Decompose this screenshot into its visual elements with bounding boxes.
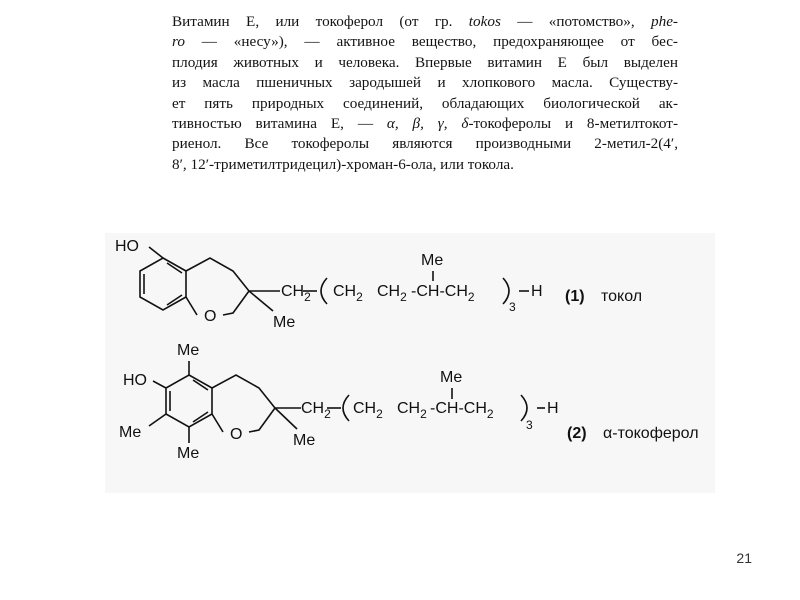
tocopherol-ring-oxygen: O <box>230 426 243 443</box>
tocopherol-repeat-count: 3 <box>526 418 533 432</box>
text-line-6: тивностью витамина Е, — α, β, γ, δ-токоферолы и 8-метилтокот- <box>172 115 678 133</box>
tocopherol-chain-me: Me <box>440 369 463 386</box>
tocol-ring-me: Me <box>273 314 296 331</box>
tocopherol-terminal-h: H <box>547 400 559 417</box>
tocopherol-me-top: Me <box>177 342 200 359</box>
tocol-ring-oxygen: O <box>204 308 217 325</box>
text-line-7: риенол. Все токоферолы являются производными 2-метил-2(4′, <box>172 135 678 153</box>
structures-figure <box>105 233 715 493</box>
tocol-terminal-h: H <box>531 283 543 300</box>
text-line-3: плодия животных и человека. Впервые витамин Е был выделен <box>172 53 678 71</box>
tocol-ho-label: HO <box>115 238 139 255</box>
structures-svg <box>105 233 715 493</box>
tocopherol-number: (2) <box>567 425 587 442</box>
tocopherol-me-bottom: Me <box>177 445 200 462</box>
tocol-chain-ch-ch2: $-CH-CH_2$ <box>411 283 475 304</box>
tocopherol-chain-ch2-b: $CH_2$ <box>397 400 427 421</box>
tocol-skeleton <box>140 247 529 315</box>
tocol-ch2-label: $CH_2$ <box>281 283 311 304</box>
text-line-2: ro — «несу»), — активное вещество, предохраняющее от бес- <box>172 33 678 51</box>
tocopherol-ring-me: Me <box>293 432 316 449</box>
text-line-8: 8′, 12′-триметилтридецил)-хроман-6-ола, или токола. <box>172 155 514 173</box>
tocopherol-name: α-токоферол <box>603 425 699 442</box>
text-line-5: ет пять природных соединений, обладающих биологической ак- <box>172 94 678 112</box>
text-line-1: Витамин Е, или токоферол (от гр. tokos — «потомство», phe- <box>172 13 678 30</box>
tocol-chain-ch2-a: $CH_2$ <box>333 283 363 304</box>
vitamin-e-paragraph <box>172 12 678 175</box>
page-number: 21 <box>736 550 752 566</box>
tocopherol-me-left: Me <box>119 424 142 441</box>
tocol-chain-me: Me <box>421 252 444 269</box>
tocol-chain-ch2-b: $CH_2$ <box>377 283 407 304</box>
tocopherol-chain-ch2-a: $CH_2$ <box>353 400 383 421</box>
tocopherol-chain-ch-ch2: $-CH-CH_2$ <box>430 400 494 421</box>
tocopherol-ho-label: HO <box>123 372 147 389</box>
tocol-number: (1) <box>565 288 585 305</box>
tocol-name: токол <box>601 288 643 305</box>
tocopherol-ch2-label: $CH_2$ <box>301 400 331 421</box>
tocol-repeat-count: 3 <box>509 300 516 314</box>
text-line-4: из масла пшеничных зародышей и хлопкового масла. Существу- <box>172 74 678 92</box>
